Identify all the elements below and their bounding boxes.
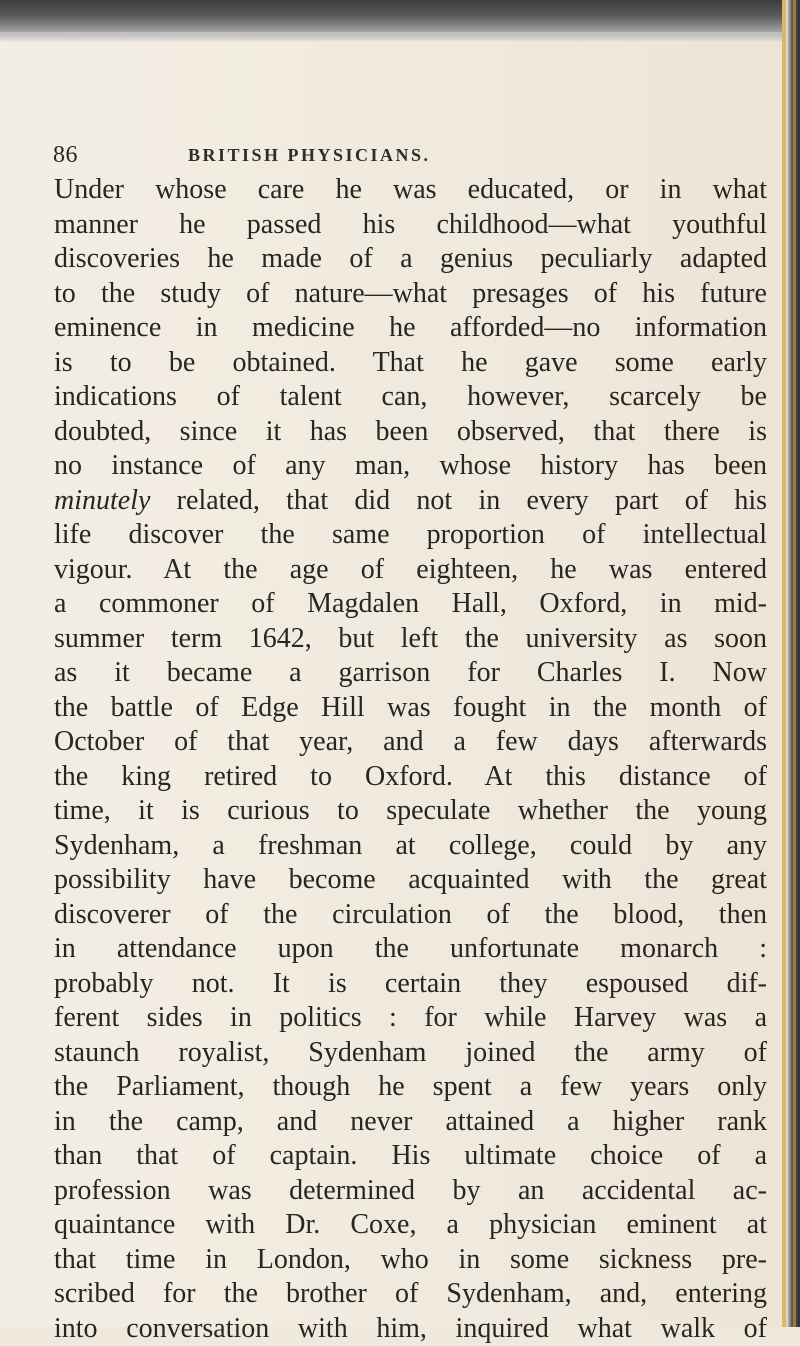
page-header bbox=[0, 137, 800, 177]
book-spine-edge bbox=[782, 0, 800, 1327]
text-line-33: scribed for the brother of Sydenham, and, entering bbox=[54, 1277, 767, 1312]
text-line-25: ferent sides in politics : for while Harvey was a bbox=[54, 1001, 767, 1036]
text-line-3: discoveries he made of a genius peculiarly adapted bbox=[54, 242, 767, 277]
italic-word-minutely: minutely bbox=[54, 485, 150, 516]
text-line-29: than that of captain. His ultimate choice of a bbox=[54, 1139, 767, 1174]
text-line-20: Sydenham, a freshman at college, could by any bbox=[54, 829, 767, 864]
text-line-34: into conversation with him, inquired what walk of bbox=[54, 1312, 767, 1346]
text-line-24: probably not. It is certain they espoused dif- bbox=[54, 967, 767, 1002]
text-line-1: Under whose care he was educated, or in what bbox=[54, 173, 767, 208]
body-paragraph bbox=[54, 173, 767, 1346]
text-line-30: profession was determined by an accidental ac- bbox=[54, 1174, 767, 1209]
text-line-8: doubted, since it has been observed, that there is bbox=[54, 415, 767, 450]
text-line-12: vigour. At the age of eighteen, he was entered bbox=[54, 553, 767, 588]
text-line-28: in the camp, and never attained a higher rank bbox=[54, 1105, 767, 1140]
text-line-10 bbox=[54, 484, 767, 519]
text-line-6: is to be obtained. That he gave some early bbox=[54, 346, 767, 381]
page-number: 86 bbox=[53, 137, 78, 173]
text-line-21: possibility have become acquainted with the great bbox=[54, 863, 767, 898]
text-line-22: discoverer of the circulation of the blood, then bbox=[54, 898, 767, 933]
text-line-16: the battle of Edge Hill was fought in the month of bbox=[54, 691, 767, 726]
text-line-18: the king retired to Oxford. At this distance of bbox=[54, 760, 767, 795]
text-line-23: in attendance upon the unfortunate monarch : bbox=[54, 932, 767, 967]
text-line-19: time, it is curious to speculate whether the young bbox=[54, 794, 767, 829]
text-line-2: manner he passed his childhood—what youthful bbox=[54, 208, 767, 243]
text-line-13: a commoner of Magdalen Hall, Oxford, in mid- bbox=[54, 587, 767, 622]
text-line-4: to the study of nature—what presages of his future bbox=[54, 277, 767, 312]
text-line-27: the Parliament, though he spent a few years only bbox=[54, 1070, 767, 1105]
text-line-11: life discover the same proportion of intellectual bbox=[54, 518, 767, 553]
running-head: BRITISH PHYSICIANS. bbox=[188, 141, 431, 169]
text-line-14: summer term 1642, but left the university as soon bbox=[54, 622, 767, 657]
text-line-5: eminence in medicine he afforded—no information bbox=[54, 311, 767, 346]
text-line-7: indications of talent can, however, scarcely be bbox=[54, 380, 767, 415]
scan-top-shadow bbox=[0, 0, 800, 42]
text-line-15: as it became a garrison for Charles I. Now bbox=[54, 656, 767, 691]
text-line-9: no instance of any man, whose history has been bbox=[54, 449, 767, 484]
text-line-17: October of that year, and a few days afterwards bbox=[54, 725, 767, 760]
text-line-10-rest: related, that did not in every part of his bbox=[150, 485, 767, 516]
text-line-26: staunch royalist, Sydenham joined the army of bbox=[54, 1036, 767, 1071]
text-line-31: quaintance with Dr. Coxe, a physician eminent at bbox=[54, 1208, 767, 1243]
text-line-32: that time in London, who in some sickness pre- bbox=[54, 1243, 767, 1278]
